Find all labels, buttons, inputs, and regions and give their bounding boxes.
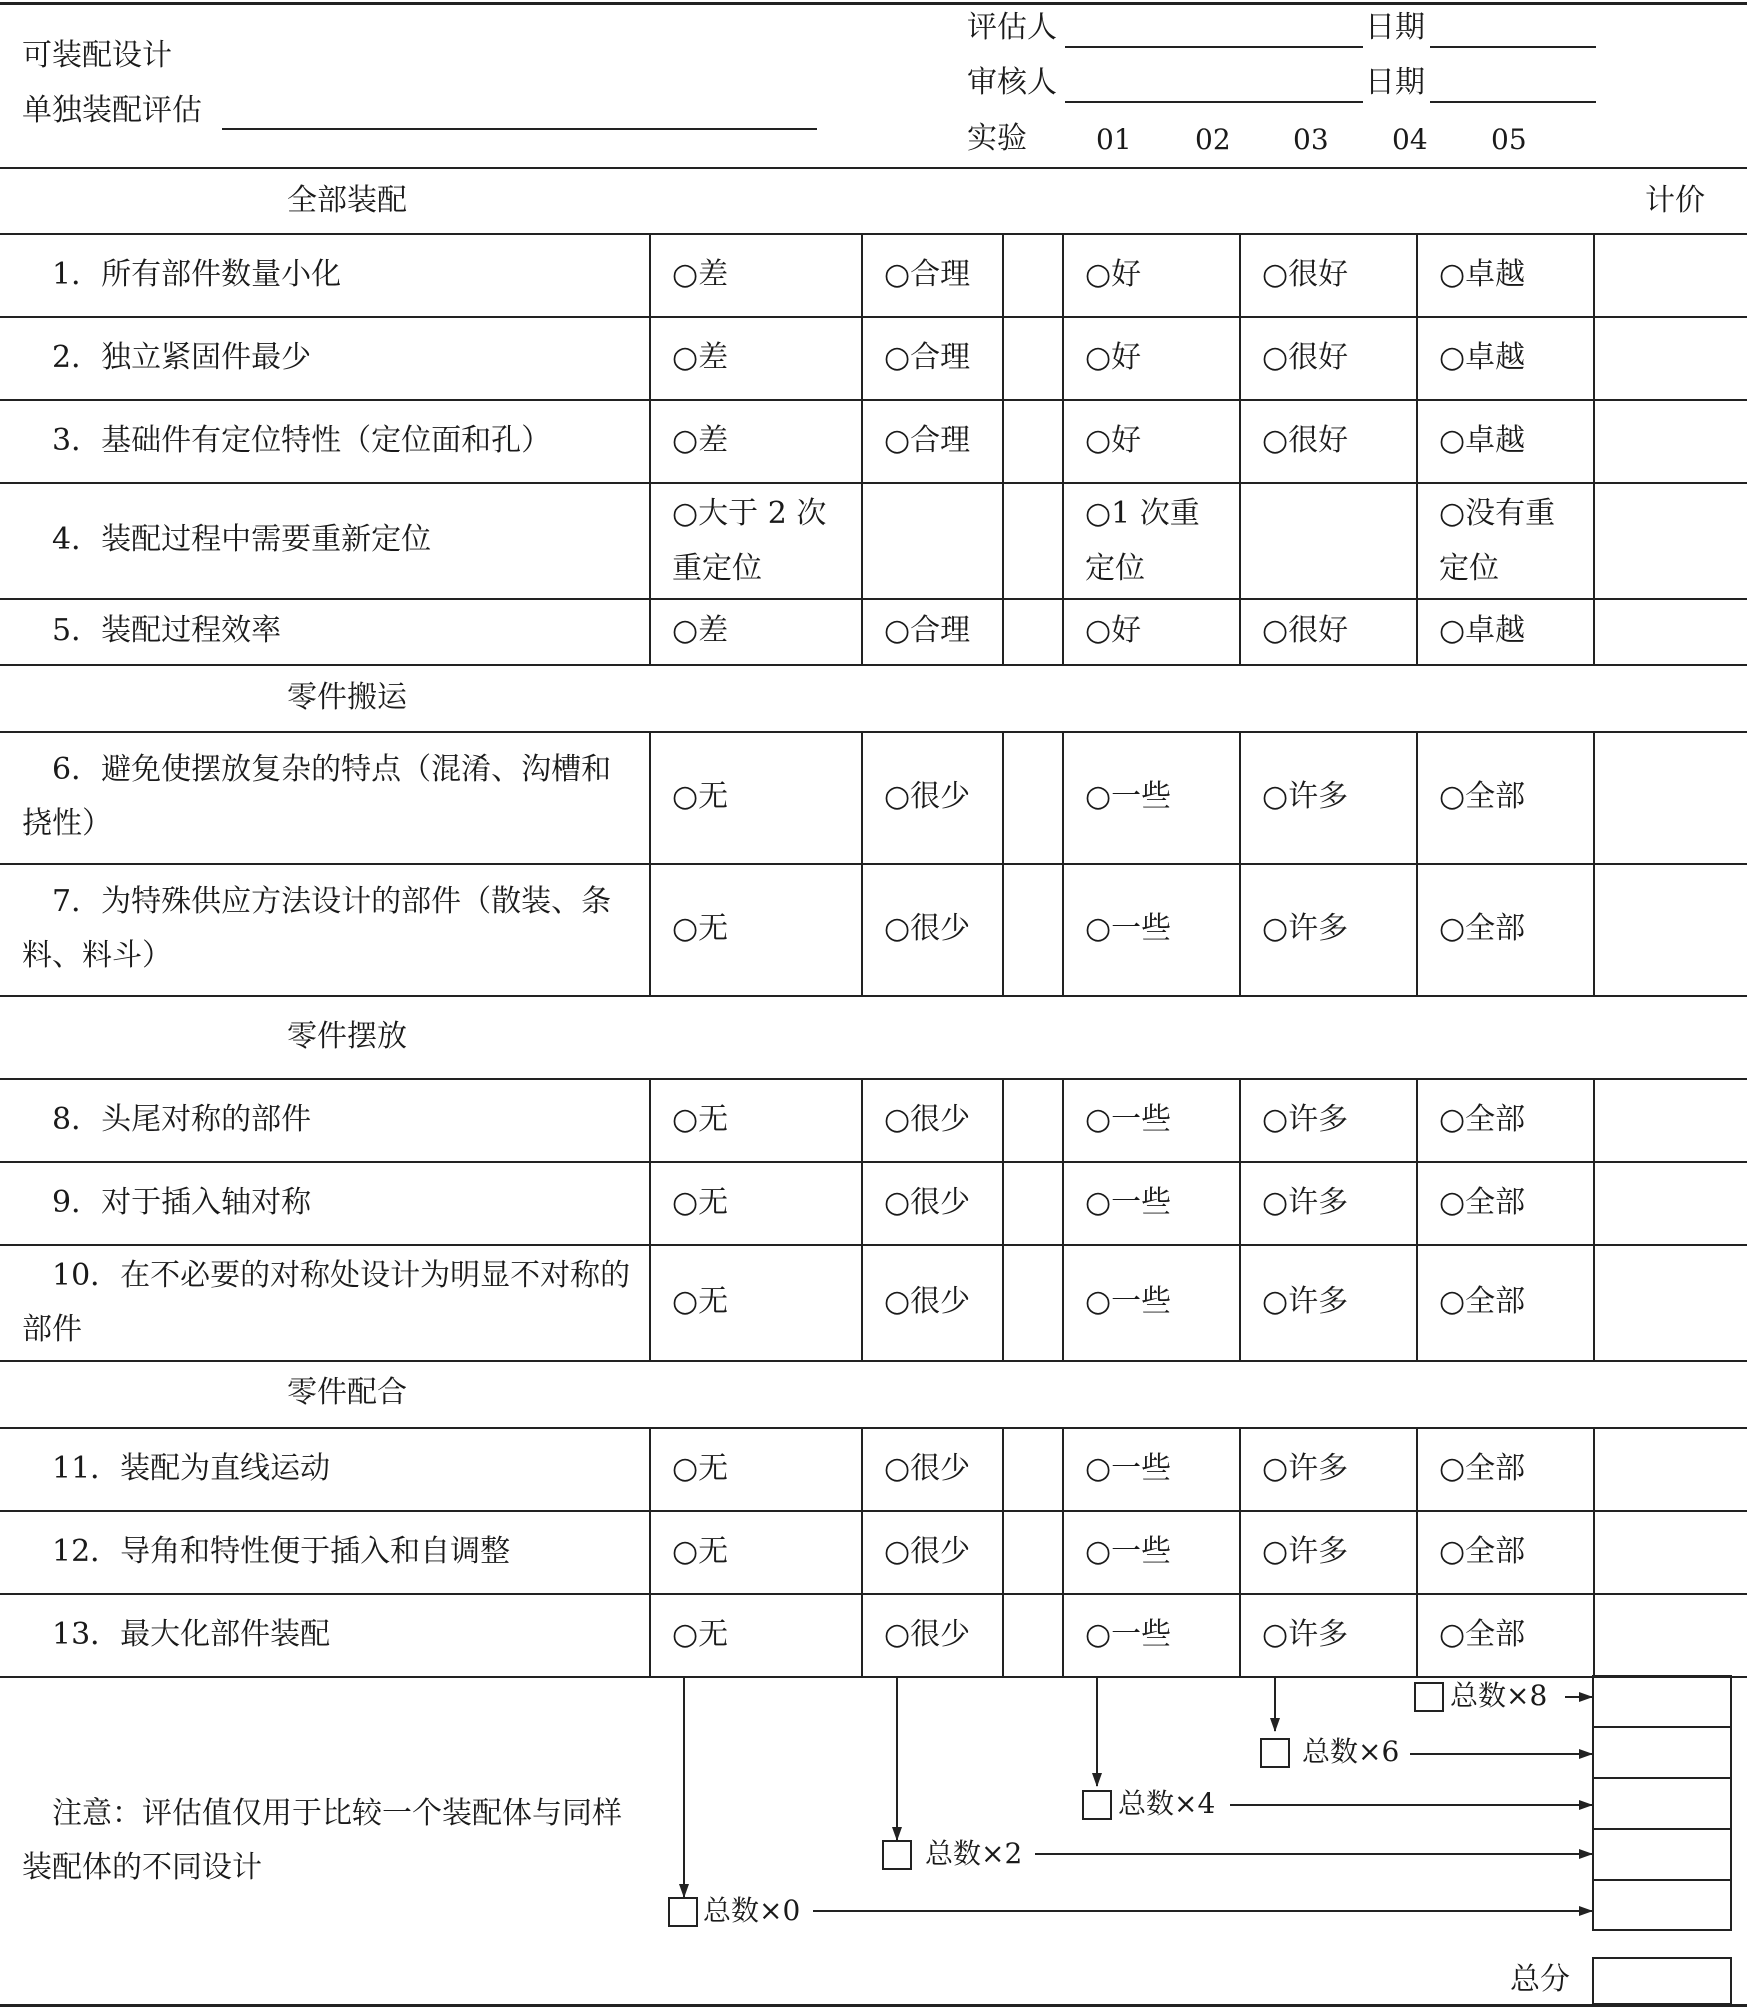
option-some[interactable]: ○一些	[1085, 779, 1172, 814]
tally-checkbox-x8[interactable]	[1414, 1682, 1444, 1712]
option-excellent[interactable]: ○卓越	[1439, 423, 1526, 458]
option-few[interactable]: ○很少	[884, 1534, 971, 1569]
option-none[interactable]: ○无	[672, 1534, 729, 1569]
tally-checkbox-x0[interactable]	[668, 1897, 698, 1927]
trial-01: 01	[1096, 123, 1132, 156]
criterion-label: 5．装配过程效率	[52, 613, 282, 648]
option-all[interactable]: ○全部	[1439, 911, 1526, 946]
option-many[interactable]: ○许多	[1262, 1617, 1349, 1652]
option-fair[interactable]: ○合理	[884, 613, 971, 648]
option-all[interactable]: ○全部	[1439, 1534, 1526, 1569]
option-some[interactable]: ○一些	[1085, 1534, 1172, 1569]
option-fair[interactable]: ○合理	[884, 340, 971, 375]
reviewer-date-label: 日期	[1365, 65, 1425, 100]
criterion-label: 9．对于插入轴对称	[52, 1185, 312, 1220]
option-all[interactable]: ○全部	[1439, 1617, 1526, 1652]
option-poor[interactable]: ○差	[672, 340, 729, 375]
option-poor[interactable]: ○差	[672, 613, 729, 648]
criterion-label: 3．基础件有定位特性（定位面和孔）	[52, 423, 552, 458]
tally-label-x4: 总数×4	[1118, 1787, 1216, 1820]
criterion-label: 4．装配过程中需要重新定位	[52, 522, 432, 557]
option-some[interactable]: ○一些	[1085, 1451, 1172, 1486]
criterion-label: 10．在不必要的对称处设计为明显不对称的部件	[22, 1258, 631, 1347]
option-none[interactable]: ○无	[672, 1451, 729, 1486]
option-some[interactable]: ○一些	[1085, 1617, 1172, 1652]
option-poor[interactable]: ○差	[672, 423, 729, 458]
tally-label-x8: 总数×8	[1450, 1679, 1548, 1712]
option-fair[interactable]: ○合理	[884, 423, 971, 458]
option-all[interactable]: ○全部	[1439, 779, 1526, 814]
section-title-assembly: 全部装配	[287, 183, 407, 218]
option-no-relocation[interactable]: ○没有重定位	[1439, 496, 1556, 586]
criterion-label: 13．最大化部件装配	[52, 1617, 331, 1652]
score-boxes	[1593, 1676, 1731, 1930]
criterion-label: 11．装配为直线运动	[52, 1451, 331, 1486]
option-excellent[interactable]: ○卓越	[1439, 340, 1526, 375]
option-none[interactable]: ○无	[672, 911, 729, 946]
trial-03: 03	[1293, 123, 1329, 156]
criterion-label: 1．所有部件数量小化	[52, 257, 342, 292]
option-none[interactable]: ○无	[672, 779, 729, 814]
total-score-label: 总分	[1510, 1962, 1570, 1997]
option-many[interactable]: ○许多	[1262, 779, 1349, 814]
criterion-label: 6．避免使摆放复杂的特点（混淆、沟槽和挠性）	[22, 752, 612, 841]
option-some[interactable]: ○一些	[1085, 911, 1172, 946]
option-good[interactable]: ○好	[1085, 257, 1142, 292]
option-few[interactable]: ○很少	[884, 1185, 971, 1220]
option-very-good[interactable]: ○很好	[1262, 340, 1349, 375]
option-many[interactable]: ○许多	[1262, 1185, 1349, 1220]
option-excellent[interactable]: ○卓越	[1439, 613, 1526, 648]
criterion-label: 8．头尾对称的部件	[52, 1102, 312, 1137]
section-title-orientation: 零件摆放	[287, 1019, 407, 1054]
option-none[interactable]: ○无	[672, 1284, 729, 1319]
trial-label: 实验	[967, 121, 1027, 156]
option-some[interactable]: ○一些	[1085, 1102, 1172, 1137]
form-subtitle: 单独装配评估	[22, 93, 202, 128]
option-some[interactable]: ○一些	[1085, 1185, 1172, 1220]
option-few[interactable]: ○很少	[884, 1451, 971, 1486]
section-title-mating: 零件配合	[287, 1375, 407, 1410]
evaluation-note: 注意：评估值仅用于比较一个装配体与同样装配体的不同设计	[22, 1796, 622, 1885]
option-some[interactable]: ○一些	[1085, 1284, 1172, 1319]
price-column-label: 计价	[1645, 183, 1705, 218]
tally-label-x6: 总数×6	[1302, 1735, 1400, 1768]
option-many[interactable]: ○许多	[1262, 1102, 1349, 1137]
option-fair[interactable]: ○合理	[884, 257, 971, 292]
option-many[interactable]: ○许多	[1262, 1534, 1349, 1569]
option-few[interactable]: ○很少	[884, 1617, 971, 1652]
option-all[interactable]: ○全部	[1439, 1451, 1526, 1486]
trial-04: 04	[1392, 123, 1428, 156]
option-one-relocation[interactable]: ○1 次重定位	[1085, 496, 1200, 586]
option-good[interactable]: ○好	[1085, 340, 1142, 375]
option-all[interactable]: ○全部	[1439, 1102, 1526, 1137]
option-none[interactable]: ○无	[672, 1102, 729, 1137]
option-very-good[interactable]: ○很好	[1262, 613, 1349, 648]
option-many[interactable]: ○许多	[1262, 1451, 1349, 1486]
total-score-box	[1593, 1958, 1731, 2004]
evaluator-label: 评估人	[967, 10, 1057, 45]
tally-checkbox-x2[interactable]	[882, 1840, 912, 1870]
option-very-good[interactable]: ○很好	[1262, 423, 1349, 458]
criterion-label: 7．为特殊供应方法设计的部件（散装、条料、料斗）	[22, 884, 612, 973]
tally-label-x0: 总数×0	[703, 1894, 801, 1927]
option-good[interactable]: ○好	[1085, 613, 1142, 648]
criterion-label: 2．独立紧固件最少	[52, 340, 312, 375]
form-title: 可装配设计	[22, 38, 172, 73]
option-few[interactable]: ○很少	[884, 779, 971, 814]
option-none[interactable]: ○无	[672, 1185, 729, 1220]
option-very-good[interactable]: ○很好	[1262, 257, 1349, 292]
tally-checkbox-x6[interactable]	[1260, 1738, 1290, 1768]
option-more-than-two-relocations[interactable]: ○大于 2 次重定位	[672, 496, 827, 586]
option-few[interactable]: ○很少	[884, 911, 971, 946]
option-many[interactable]: ○许多	[1262, 1284, 1349, 1319]
option-few[interactable]: ○很少	[884, 1102, 971, 1137]
section-title-handling: 零件搬运	[287, 680, 407, 715]
option-good[interactable]: ○好	[1085, 423, 1142, 458]
criterion-label: 12．导角和特性便于插入和自调整	[52, 1534, 511, 1569]
tally-label-x2: 总数×2	[925, 1837, 1023, 1870]
option-few[interactable]: ○很少	[884, 1284, 971, 1319]
option-all[interactable]: ○全部	[1439, 1185, 1526, 1220]
option-all[interactable]: ○全部	[1439, 1284, 1526, 1319]
option-many[interactable]: ○许多	[1262, 911, 1349, 946]
trial-02: 02	[1195, 123, 1231, 156]
tally-checkbox-x4[interactable]	[1082, 1790, 1112, 1820]
option-poor[interactable]: ○差	[672, 257, 729, 292]
option-excellent[interactable]: ○卓越	[1439, 257, 1526, 292]
option-none[interactable]: ○无	[672, 1617, 729, 1652]
evaluator-date-label: 日期	[1365, 10, 1425, 45]
reviewer-label: 审核人	[967, 65, 1057, 100]
trial-05: 05	[1491, 123, 1527, 156]
